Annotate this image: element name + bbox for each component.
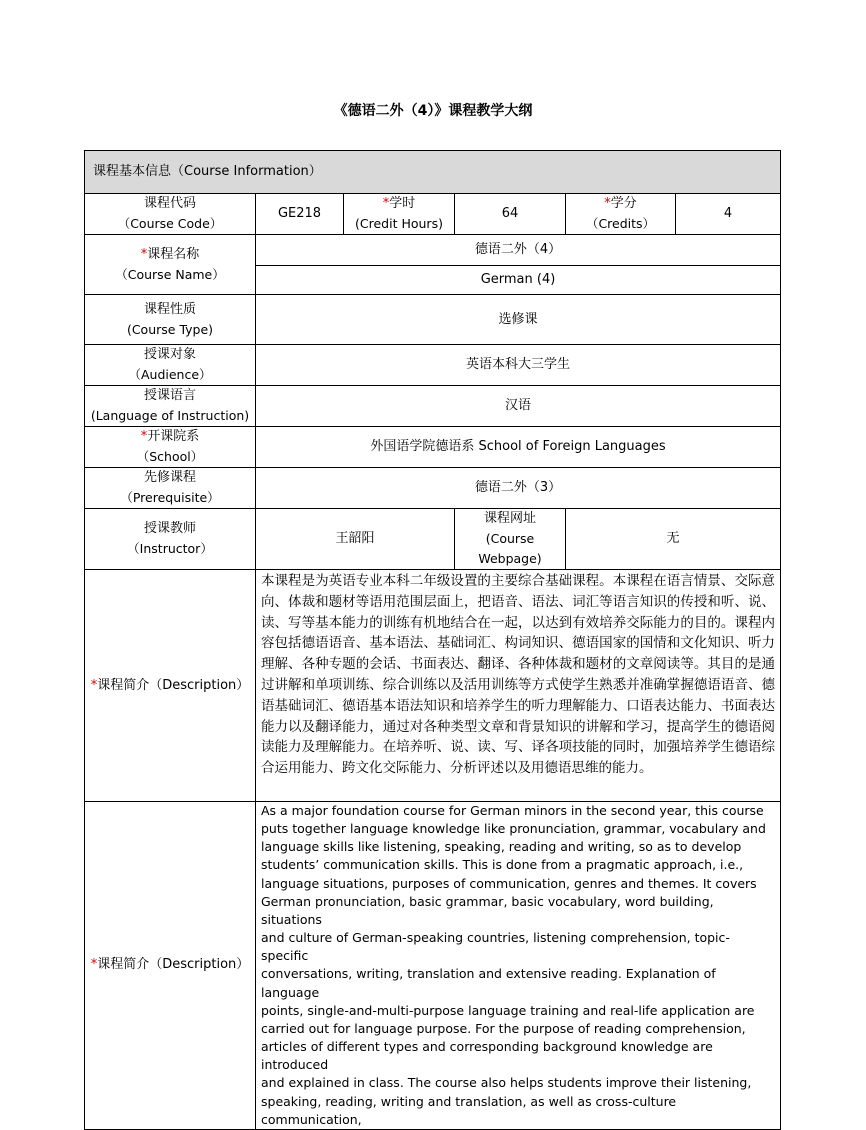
audience-value: 英语本科大三学生 — [256, 345, 781, 386]
description-en-line: language skills like listening, speaking, reading and writing, so as to develop — [261, 839, 742, 855]
required-mark: * — [604, 196, 611, 211]
audience-label-en: （Audience） — [128, 367, 212, 382]
required-mark: * — [140, 246, 148, 262]
course-info-table — [84, 150, 781, 1130]
language-label-cn: 授课语言 — [143, 388, 196, 403]
school-label — [85, 427, 256, 468]
page-title: 《德语二外（4）》课程教学大纲 — [333, 103, 533, 119]
description-en-line: articles of different types and corresponding background knowledge are introduced — [261, 1039, 713, 1073]
description-en-line: conversations, writing, translation and extensive reading. Explanation of language — [261, 966, 716, 1000]
school-row — [85, 427, 781, 468]
description-cn-row — [85, 570, 781, 802]
instructor-label — [85, 509, 256, 570]
course-name-value-en: German (4) — [256, 266, 781, 295]
course-name-row-cn — [85, 235, 781, 266]
description-cn-text: 本课程是为英语专业本科二年级设置的主要综合基础课程。本课程在语言情景、交际意向、体裁和题材等语用范围层面上，把语音、语法、词汇等语言知识的传授和听、说、读、写等基本能力的训练有机地结合在一起，以达到有效培养交际能力的目的。课程内容包括德语语音、基本语法、基础词汇、构词知识、德语国家的国情和文化知识、听力理解、各种专题的会话、书面表达、翻译、各种体裁和题材的文章阅读等。其目的是通过讲解和单项训练、综合训练以及活用训练等方式使学生熟悉并准确掌握德语语音、德语基础词汇、德语基本语法知识和培养学生的听力理解能力、口语表达能力、书面表达能力以及翻译能力，通过对各种类型文章和背景知识的讲解和学习，提高学生的德语阅读能力及理解能力。在培养听、说、读、写、译各项技能的同时，加强培养学生德语综合运用能力、跨文化交际能力、分析评述以及用德语思维的能力。 — [256, 570, 781, 802]
credits-label-en: （Credits） — [585, 216, 656, 231]
school-label-en: （School） — [136, 449, 204, 464]
instructor-row — [85, 509, 781, 570]
webpage-label-en: (Course Webpage) — [478, 531, 542, 566]
credits-value: 4 — [676, 194, 781, 235]
required-mark: * — [382, 196, 390, 211]
credit-hours-label-cn: 学时 — [389, 196, 416, 211]
instructor-label-cn: 授课教师 — [143, 521, 196, 536]
course-type-label — [85, 295, 256, 345]
required-mark: * — [90, 677, 98, 693]
instructor-label-en: （Instructor） — [127, 541, 213, 556]
course-name-value-cn: 德语二外（4） — [256, 235, 781, 266]
description-en-text — [256, 802, 781, 1130]
language-label-en: (Language of Instruction) — [90, 408, 250, 423]
prerequisite-value: 德语二外（3） — [256, 468, 781, 509]
course-code-label-en: （Course Code） — [117, 216, 223, 231]
info-header: 课程基本信息（Course Information） — [85, 151, 781, 194]
audience-label — [85, 345, 256, 386]
course-name-label-cn: 课程名称 — [147, 246, 200, 262]
webpage-label — [455, 509, 566, 570]
instructor-value: 王韶阳 — [256, 509, 455, 570]
required-mark: * — [140, 429, 148, 444]
info-header-row — [85, 151, 781, 194]
school-label-cn: 开课院系 — [147, 429, 200, 444]
credits-label — [566, 194, 676, 235]
description-en-line: puts together language knowledge like pronunciation, grammar, vocabulary and — [261, 821, 766, 837]
credit-hours-value: 64 — [455, 194, 566, 235]
description-en-line: points, single-and-multi-purpose language training and real-life application are — [261, 1002, 755, 1018]
description-en-label-text: 课程简介（Description） — [97, 957, 250, 973]
description-cn-label — [85, 570, 256, 802]
course-type-label-en: (Course Type) — [126, 321, 214, 337]
description-en-line: students’ communication skills. This is done from a pragmatic approach, i.e., — [261, 857, 744, 873]
language-row — [85, 386, 781, 427]
prerequisite-label-cn: 先修课程 — [143, 470, 196, 485]
course-code-label — [85, 194, 256, 235]
course-name-label — [85, 235, 256, 295]
course-type-label-cn: 课程性质 — [143, 301, 196, 317]
credits-label-cn: 学分 — [610, 196, 637, 211]
description-en-line: carried out for language purpose. For the purpose of reading comprehension, — [261, 1020, 746, 1036]
description-en-row — [85, 802, 781, 1130]
course-type-value: 选修课 — [256, 295, 781, 345]
credit-hours-label-en: (Credit Hours) — [355, 216, 443, 231]
description-en-line: speaking, reading, writing and translation, as well as cross-culture communication, — [261, 1093, 677, 1127]
course-code-label-cn: 课程代码 — [143, 196, 196, 211]
credit-hours-label — [344, 194, 455, 235]
description-en-line: and culture of German-speaking countries, listening comprehension, topic-specific — [261, 930, 730, 964]
description-en-line: As a major foundation course for German minors in the second year, this course — [261, 803, 764, 818]
description-en-line: and explained in class. The course also helps students improve their listening, — [261, 1075, 752, 1091]
description-en-label — [85, 802, 256, 1130]
language-value: 汉语 — [256, 386, 781, 427]
prerequisite-row — [85, 468, 781, 509]
description-en-line: German pronunciation, basic grammar, basic vocabulary, word building, situations — [261, 893, 714, 927]
audience-label-cn: 授课对象 — [143, 347, 196, 362]
required-mark: * — [90, 957, 98, 973]
course-code-row — [85, 194, 781, 235]
school-value: 外国语学院德语系 School of Foreign Languages — [256, 427, 781, 468]
description-en-line: language situations, purposes of communication, genres and themes. It covers — [261, 875, 757, 891]
webpage-value: 无 — [566, 509, 781, 570]
course-code-value: GE218 — [256, 194, 344, 235]
prerequisite-label-en: （Prerequisite） — [120, 490, 220, 505]
language-label — [85, 386, 256, 427]
description-cn-label-text: 课程简介（Description） — [97, 677, 250, 693]
course-type-row — [85, 295, 781, 345]
course-name-label-en: （Course Name） — [115, 266, 225, 282]
prerequisite-label — [85, 468, 256, 509]
audience-row — [85, 345, 781, 386]
webpage-label-cn: 课程网址 — [483, 511, 536, 526]
